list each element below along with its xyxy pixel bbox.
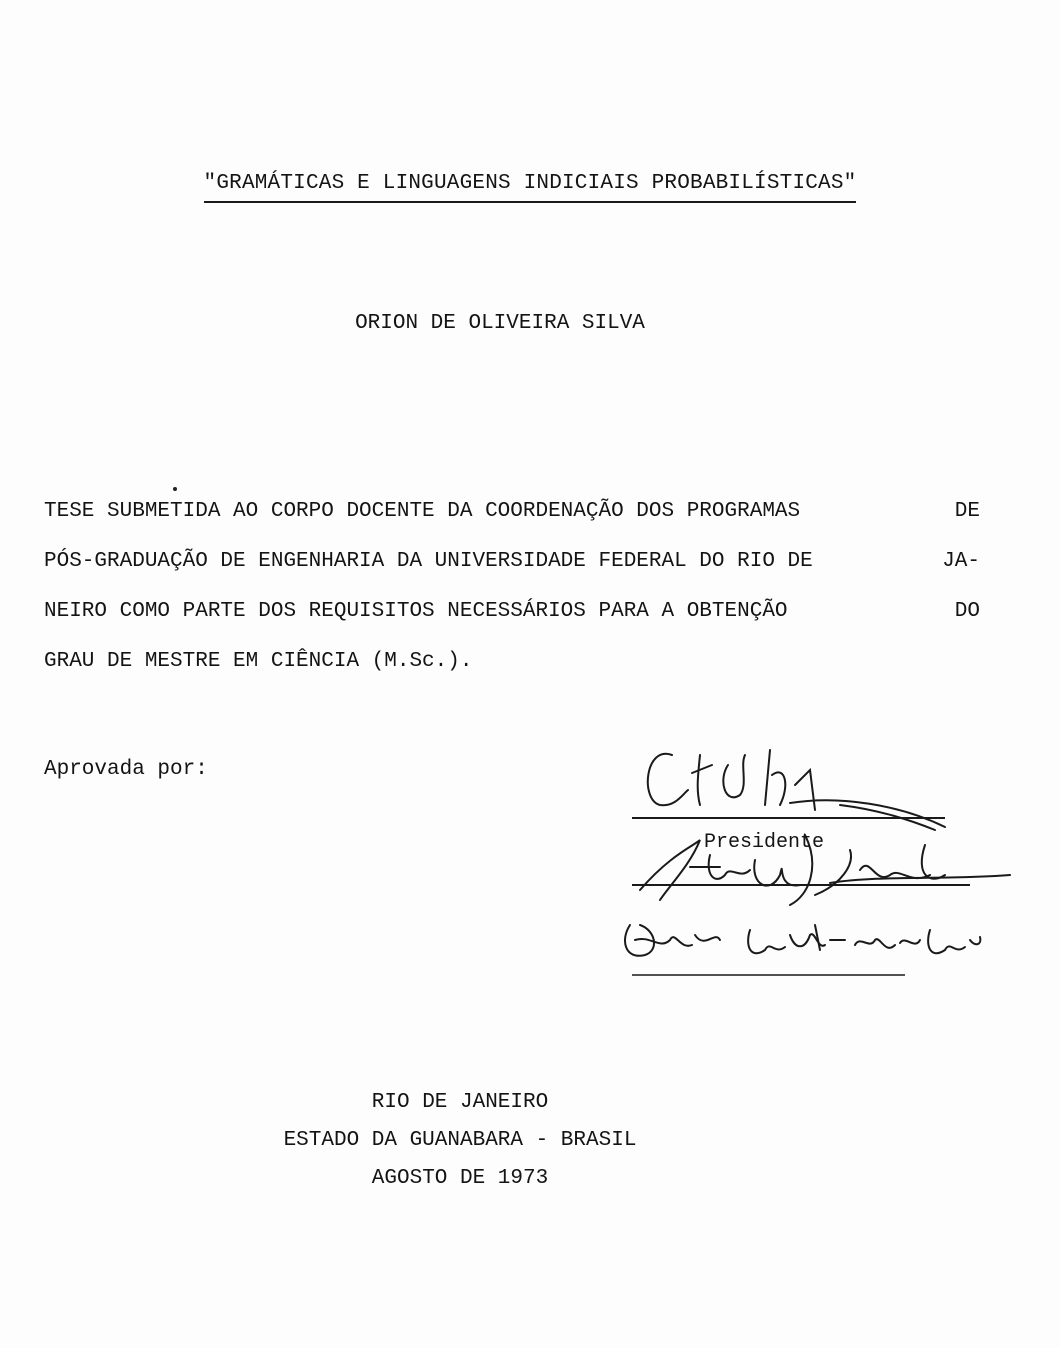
signature-3 <box>625 925 980 956</box>
footer-state: ESTADO DA GUANABARA - BRASIL <box>283 1129 637 1152</box>
thesis-line-text: PÓS-GRADUAÇÃO DE ENGENHARIA DA UNIVERSIDADE FEDERAL DO RIO DE <box>44 550 813 573</box>
approved-by-label: Aprovada por: <box>44 758 208 781</box>
author-name: ORION DE OLIVEIRA SILVA <box>355 312 645 335</box>
signature-2 <box>640 835 1010 905</box>
thesis-line <box>44 497 980 547</box>
president-label: Presidente <box>704 831 825 854</box>
footer-date: AGOSTO DE 1973 <box>371 1167 549 1190</box>
thesis-line <box>44 647 980 697</box>
thesis-line-end: DE <box>954 500 980 523</box>
thesis-line <box>44 597 980 647</box>
thesis-line-end: JA- <box>942 550 980 573</box>
signatures-drawing <box>600 735 1020 995</box>
thesis-line-end: DO <box>954 600 980 623</box>
footer-city: RIO DE JANEIRO <box>371 1091 549 1114</box>
signature-block <box>600 735 1020 995</box>
thesis-line-text: NEIRO COMO PARTE DOS REQUISITOS NECESSÁRIOS PARA A OBTENÇÃO <box>44 600 788 623</box>
thesis-statement <box>44 497 980 697</box>
thesis-line-text: GRAU DE MESTRE EM CIÊNCIA (M.Sc.). <box>44 650 473 673</box>
ink-speck <box>173 487 177 491</box>
thesis-line <box>44 547 980 597</box>
footer <box>0 1084 920 1198</box>
thesis-title-text: "GRAMÁTICAS E LINGUAGENS INDICIAIS PROBABILÍSTICAS" <box>204 172 857 203</box>
thesis-title <box>0 172 1060 203</box>
thesis-line-text: TESE SUBMETIDA AO CORPO DOCENTE DA COORDENAÇÃO DOS PROGRAMAS <box>44 500 801 523</box>
